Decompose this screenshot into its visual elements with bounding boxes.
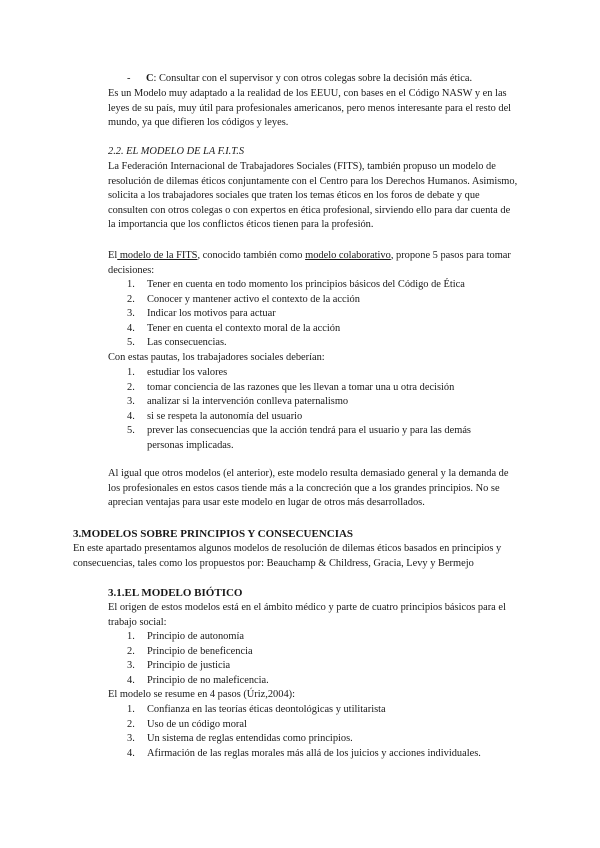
- list-number: 1.: [127, 704, 135, 715]
- list-number: 2.: [127, 293, 135, 305]
- list-text: si se respeta la autonomía del usuario: [147, 410, 303, 422]
- list-number: 4.: [127, 747, 135, 759]
- list-text: Las consecuencias.: [147, 337, 227, 349]
- list-item: [127, 293, 517, 308]
- fits-p2-pre: El: [108, 250, 118, 261]
- list-number: 3.: [127, 308, 135, 320]
- section3-paragraph-text: En este apartado presentamos algunos modelos de resolución de dilemas éticos basados en principios y consecuencias, tales como los propuestos por: Beauchamp & Childress, Gracia, Levy y Bermejo: [73, 543, 502, 569]
- intro-paragraph: [108, 87, 518, 131]
- list-item: [127, 645, 517, 660]
- list-text: Un sistema de reglas entendidas como principios.: [147, 733, 353, 745]
- fits-paragraph2-text: [108, 249, 520, 278]
- bullet-c-text: : Consultar con el supervisor y con otros colegas sobre la decisión más ética.: [153, 73, 473, 84]
- list-item: [127, 395, 499, 410]
- list-text: estudiar los valores: [147, 367, 228, 378]
- list-item: [127, 732, 527, 747]
- list-number: 1.: [127, 367, 135, 378]
- list-number: 4.: [127, 410, 135, 422]
- pasos-list: [127, 703, 527, 761]
- list-item: [127, 307, 517, 322]
- bullet-c-letter: C: [146, 73, 154, 84]
- bioetico-paragraph-text: El origen de estos modelos está en el ámbito médico y parte de cuatro principios básicos para el trabajo social:: [108, 602, 506, 628]
- list-item: [127, 410, 499, 425]
- bioetico-paragraph: [108, 601, 522, 630]
- list-number: 3.: [127, 733, 135, 745]
- list-number: 1.: [127, 279, 135, 290]
- list-item: [127, 322, 517, 337]
- list-text: Principio de beneficencia: [147, 645, 253, 657]
- intro-paragraph-text: Es un Modelo muy adaptado a la realidad de los EEUU, con bases en el Código NASW y en las leyes de su país, muy útil para profesionales americanos, pero menos interesante para el resto del mundo, ya que difieren los códigos y leyes.: [108, 88, 512, 129]
- list-text: Principio de no maleficencia.: [147, 674, 269, 686]
- section3-paragraph: [73, 542, 523, 571]
- pasos-intro: El modelo se resume en 4 pasos (Úriz,2004):: [108, 689, 295, 700]
- fits-closing-text: Al igual que otros modelos (el anterior), este modelo resulta demasiado general y la demanda de los profesionales en estos casos tiende más a la concreción que a los grandes principios. No se aprecian ventajas para usar este modelo en lugar de otros más desarrollados.: [108, 468, 509, 509]
- list-number: 3.: [127, 396, 135, 408]
- fits-paragraph1-text: La Federación Internacional de Trabajadores Sociales (FITS), también propuso un modelo de resolución de dilemas éticos conjuntamente con el Centro para los Derechos Humanos. Asimismo, solicita a los trabajadores sociales que traten los temas éticos en los foros de debate y que consulten con otros colegas o con expertos en ética profesional, sirviendo ello para dar cuenta de la importancia que los conflictos éticos tienen para la profesión.: [108, 161, 518, 231]
- bullet-c: [127, 72, 527, 87]
- list-number: 5.: [127, 337, 135, 349]
- list-text: Confianza en las teorías éticas deontológicas y utilitarista: [147, 704, 386, 715]
- list-text: Principio de justicia: [147, 660, 231, 672]
- fits-heading: 2.2. EL MODELO DE LA F.I.T.S: [108, 146, 245, 157]
- list-text: Afirmación de las reglas morales más allá de los juicios y acciones individuales.: [147, 747, 481, 759]
- list-item: [127, 336, 517, 351]
- list-item: [127, 747, 527, 762]
- list-number: 5.: [127, 425, 135, 437]
- fits-p2-post: , propone 5 pasos para tomar decisiones:: [108, 250, 511, 276]
- principios-list: [127, 630, 517, 688]
- list-item: [127, 659, 517, 674]
- section3-heading: 3.MODELOS SOBRE PRINCIPIOS Y CONSECUENCIAS: [73, 528, 354, 540]
- list-text: Principio de autonomía: [147, 631, 244, 642]
- list-text: Indicar los motivos para actuar: [147, 308, 276, 320]
- fits-pautas-intro: Con estas pautas, los trabajadores sociales deberían:: [108, 352, 325, 363]
- list-text: tomar conciencia de las razones que les llevan a tomar una u otra decisión: [147, 381, 455, 393]
- list-text: Conocer y mantener activo el contexto de la acción: [147, 293, 360, 305]
- list-number: 3.: [127, 660, 135, 672]
- list-text: prever las consecuencias que la acción tendrá para el usuario y para las demás personas implicadas.: [147, 425, 471, 451]
- list-item: [127, 703, 527, 718]
- list-item: [127, 424, 499, 453]
- bioetico-heading: 3.1.EL MODELO BIÓTICO: [108, 587, 243, 599]
- fits-paragraph2: [108, 249, 520, 278]
- fits-link-collab: modelo colaborativo: [305, 250, 391, 261]
- bullet-dash: -: [127, 73, 131, 84]
- fits-closing: [108, 467, 522, 511]
- list-text: Uso de un código moral: [147, 718, 247, 730]
- list-text: Tener en cuenta el contexto moral de la acción: [147, 322, 341, 334]
- list-item: [127, 674, 517, 689]
- list-text: Tener en cuenta en todo momento los principios básicos del Código de Ética: [147, 279, 465, 290]
- list-number: 2.: [127, 645, 135, 657]
- list-item: [127, 381, 499, 396]
- fits-paragraph1: [108, 160, 520, 233]
- list-number: 4.: [127, 322, 135, 334]
- list-number: 2.: [127, 718, 135, 730]
- list-number: 4.: [127, 674, 135, 686]
- list-item: [127, 366, 499, 381]
- fits-steps-list: [127, 278, 517, 351]
- list-item: [127, 718, 527, 733]
- list-item: [127, 630, 517, 645]
- list-text: analizar si la intervención conlleva paternalismo: [147, 396, 349, 408]
- fits-pautas-list: [127, 366, 499, 454]
- list-number: 2.: [127, 381, 135, 393]
- list-item: [127, 278, 517, 293]
- list-number: 1.: [127, 631, 135, 642]
- fits-p2-mid: , conocido también como: [197, 250, 306, 261]
- fits-link-model: modelo de la FITS: [117, 250, 198, 261]
